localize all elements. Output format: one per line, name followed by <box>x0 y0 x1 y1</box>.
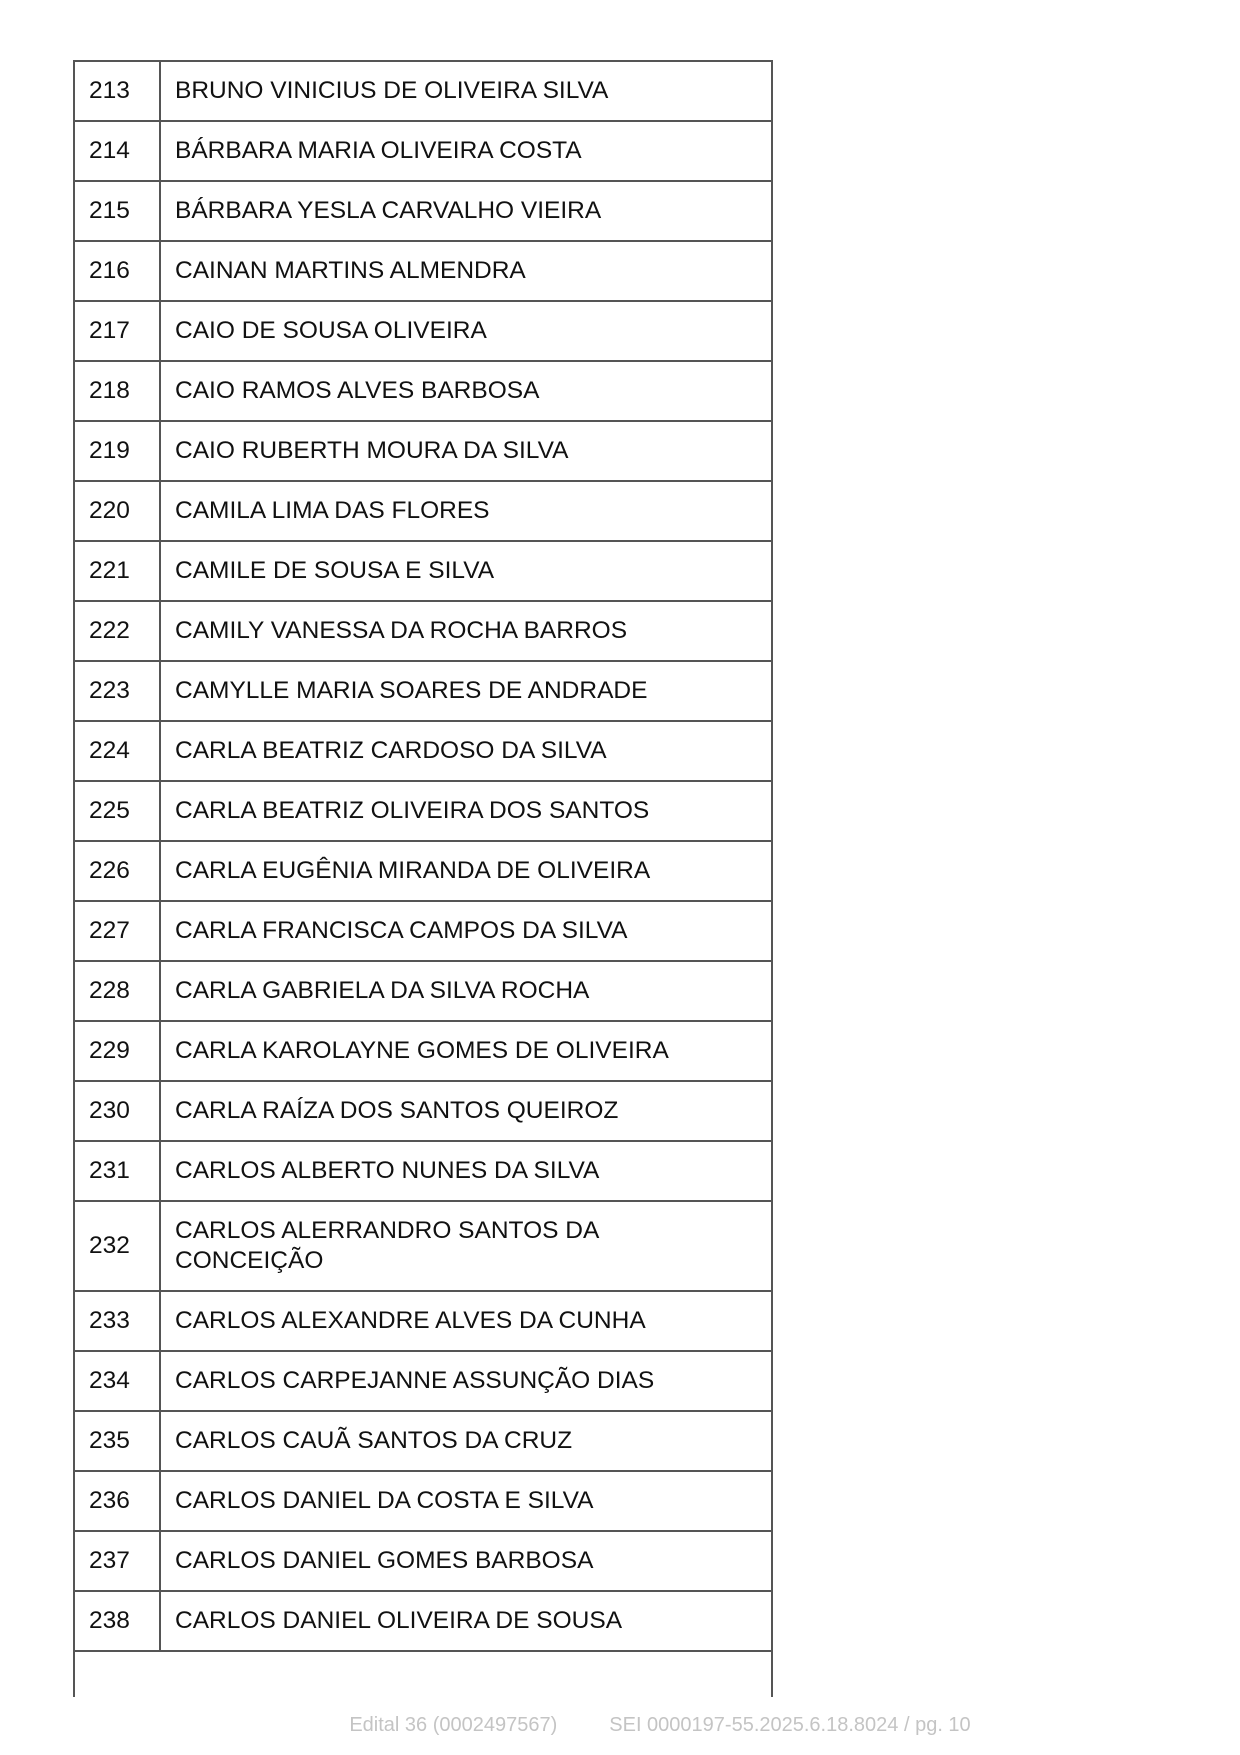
row-name: CARLA GABRIELA DA SILVA ROCHA <box>160 961 772 1021</box>
row-number: 224 <box>74 721 160 781</box>
table-row <box>74 721 772 781</box>
table-row <box>74 601 772 661</box>
row-number: 232 <box>74 1201 160 1291</box>
row-name: CARLA EUGÊNIA MIRANDA DE OLIVEIRA <box>160 841 772 901</box>
table-row <box>74 1201 772 1291</box>
row-name: CARLA BEATRIZ CARDOSO DA SILVA <box>160 721 772 781</box>
row-name: CARLOS ALEXANDRE ALVES DA CUNHA <box>160 1291 772 1351</box>
row-number: 225 <box>74 781 160 841</box>
row-number: 221 <box>74 541 160 601</box>
table-row <box>74 1351 772 1411</box>
row-number: 217 <box>74 301 160 361</box>
table-row <box>74 1411 772 1471</box>
table-body <box>74 61 772 1697</box>
row-name: CARLOS CARPEJANNE ASSUNÇÃO DIAS <box>160 1351 772 1411</box>
row-number: 219 <box>74 421 160 481</box>
row-number: 222 <box>74 601 160 661</box>
row-name: CARLA FRANCISCA CAMPOS DA SILVA <box>160 901 772 961</box>
row-name: BRUNO VINICIUS DE OLIVEIRA SILVA <box>160 61 772 121</box>
row-number: 230 <box>74 1081 160 1141</box>
table-row <box>74 841 772 901</box>
row-number: 228 <box>74 961 160 1021</box>
row-number: 231 <box>74 1141 160 1201</box>
page-footer <box>0 1714 1240 1737</box>
row-name: CAIO RAMOS ALVES BARBOSA <box>160 361 772 421</box>
row-number: 238 <box>74 1591 160 1651</box>
table-row <box>74 121 772 181</box>
table-row <box>74 1021 772 1081</box>
row-name: CARLOS DANIEL OLIVEIRA DE SOUSA <box>160 1591 772 1651</box>
row-name: BÁRBARA MARIA OLIVEIRA COSTA <box>160 121 772 181</box>
row-number: 235 <box>74 1411 160 1471</box>
row-name: CARLOS CAUÃ SANTOS DA CRUZ <box>160 1411 772 1471</box>
table-continuation-row <box>74 1651 772 1697</box>
table-row <box>74 421 772 481</box>
table-row <box>74 181 772 241</box>
table-row <box>74 241 772 301</box>
row-name: CAMYLLE MARIA SOARES DE ANDRADE <box>160 661 772 721</box>
row-number: 236 <box>74 1471 160 1531</box>
row-number: 227 <box>74 901 160 961</box>
row-name: CAMILE DE SOUSA E SILVA <box>160 541 772 601</box>
table-row <box>74 1591 772 1651</box>
row-name: CAIO DE SOUSA OLIVEIRA <box>160 301 772 361</box>
row-number: 233 <box>74 1291 160 1351</box>
row-number: 215 <box>74 181 160 241</box>
row-name: CARLOS DANIEL GOMES BARBOSA <box>160 1531 772 1591</box>
candidate-list-table <box>73 60 773 1697</box>
row-name: CARLA RAÍZA DOS SANTOS QUEIROZ <box>160 1081 772 1141</box>
table-row <box>74 1531 772 1591</box>
row-name: CAMILA LIMA DAS FLORES <box>160 481 772 541</box>
footer-edital: Edital 36 (0002497567) <box>349 1714 558 1736</box>
row-number: 218 <box>74 361 160 421</box>
row-number: 214 <box>74 121 160 181</box>
row-number: 216 <box>74 241 160 301</box>
row-name: CAINAN MARTINS ALMENDRA <box>160 241 772 301</box>
row-number: 234 <box>74 1351 160 1411</box>
row-number: 229 <box>74 1021 160 1081</box>
table-row <box>74 1291 772 1351</box>
row-number: 223 <box>74 661 160 721</box>
table-row <box>74 541 772 601</box>
row-name: CARLOS ALERRANDRO SANTOS DA CONCEIÇÃO <box>160 1201 772 1291</box>
row-name: CAMILY VANESSA DA ROCHA BARROS <box>160 601 772 661</box>
table-row <box>74 361 772 421</box>
row-name: CAIO RUBERTH MOURA DA SILVA <box>160 421 772 481</box>
footer-sei-page: SEI 0000197-55.2025.6.18.8024 / pg. 10 <box>609 1714 971 1736</box>
row-number: 220 <box>74 481 160 541</box>
table-row <box>74 961 772 1021</box>
row-name: CARLOS DANIEL DA COSTA E SILVA <box>160 1471 772 1531</box>
row-number: 226 <box>74 841 160 901</box>
table-row <box>74 481 772 541</box>
row-number: 237 <box>74 1531 160 1591</box>
table-row <box>74 1471 772 1531</box>
empty-cell <box>74 1651 160 1697</box>
table-row <box>74 61 772 121</box>
table-row <box>74 301 772 361</box>
empty-cell <box>160 1651 772 1697</box>
row-name: CARLA KAROLAYNE GOMES DE OLIVEIRA <box>160 1021 772 1081</box>
table-row <box>74 901 772 961</box>
table-row <box>74 781 772 841</box>
row-number: 213 <box>74 61 160 121</box>
table-row <box>74 1081 772 1141</box>
row-name: BÁRBARA YESLA CARVALHO VIEIRA <box>160 181 772 241</box>
table-row <box>74 1141 772 1201</box>
row-name: CARLA BEATRIZ OLIVEIRA DOS SANTOS <box>160 781 772 841</box>
row-name: CARLOS ALBERTO NUNES DA SILVA <box>160 1141 772 1201</box>
table-row <box>74 661 772 721</box>
